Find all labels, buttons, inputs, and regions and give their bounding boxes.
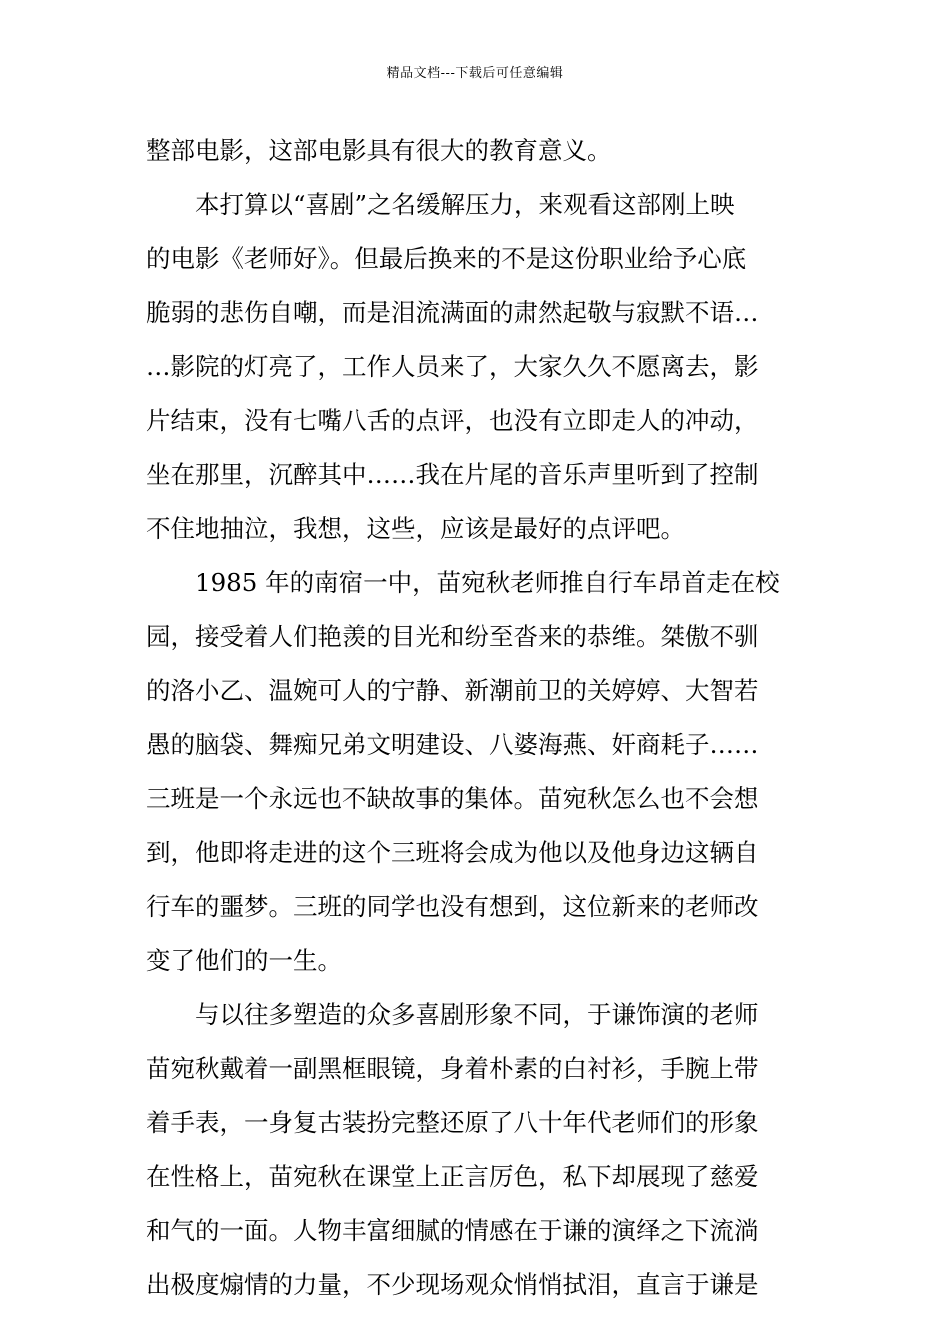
document-body bbox=[146, 124, 806, 1312]
text-line: 的电影《老师好》。但最后换来的不是这份职业给予心底 bbox=[146, 244, 747, 273]
text-line: 出极度煽情的力量，不少现场观众悄悄拭泪，直言于谦是 bbox=[146, 1270, 759, 1299]
page-header: 精品文档---下载后可任意编辑 bbox=[386, 66, 564, 81]
text-line: 不住地抽泣，我想，这些，应该是最好的点评吧。 bbox=[146, 514, 685, 543]
text-line: 整部电影，这部电影具有很大的教育意义。 bbox=[146, 136, 612, 165]
text-line: 脆弱的悲伤自嘲，而是泪流满面的肃然起敬与寂默不语… bbox=[146, 298, 759, 327]
text-line: 变了他们的一生。 bbox=[146, 946, 342, 975]
text-line: 的洛小乙、温婉可人的宁静、新潮前卫的关婷婷、大智若 bbox=[146, 676, 759, 705]
text-line: 行车的噩梦。三班的同学也没有想到，这位新来的老师改 bbox=[146, 892, 759, 921]
paragraph-start-line: 1985 年的南宿一中，苗宛秋老师推自行车昂首走在校 bbox=[195, 568, 780, 597]
text-line: 在性格上，苗宛秋在课堂上正言厉色，私下却展现了慈爱 bbox=[146, 1162, 759, 1191]
text-line: …影院的灯亮了，工作人员来了，大家久久不愿离去，影 bbox=[146, 352, 759, 381]
text-line: 三班是一个永远也不缺故事的集体。苗宛秋怎么也不会想 bbox=[146, 784, 759, 813]
text-line: 坐在那里，沉醉其中……我在片尾的音乐声里听到了控制 bbox=[146, 460, 759, 489]
text-line: 和气的一面。人物丰富细腻的情感在于谦的演绎之下流淌 bbox=[146, 1216, 759, 1245]
text-line: 片结束，没有七嘴八舌的点评，也没有立即走人的冲动， bbox=[146, 406, 759, 435]
text-line: 着手表，一身复古装扮完整还原了八十年代老师们的形象 bbox=[146, 1108, 759, 1137]
text-line: 园，接受着人们艳羡的目光和纷至沓来的恭维。桀傲不驯 bbox=[146, 622, 759, 651]
paragraph-start-line: 与以往多塑造的众多喜剧形象不同，于谦饰演的老师 bbox=[195, 1000, 759, 1029]
text-line: 到，他即将走进的这个三班将会成为他以及他身边这辆自 bbox=[146, 838, 759, 867]
text-line: 愚的脑袋、舞痴兄弟文明建设、八婆海燕、奸商耗子…… bbox=[146, 730, 759, 759]
paragraph-start-line: 本打算以“喜剧”之名缓解压力，来观看这部刚上映 bbox=[195, 190, 735, 219]
text-line: 苗宛秋戴着一副黑框眼镜，身着朴素的白衬衫，手腕上带 bbox=[146, 1054, 759, 1083]
